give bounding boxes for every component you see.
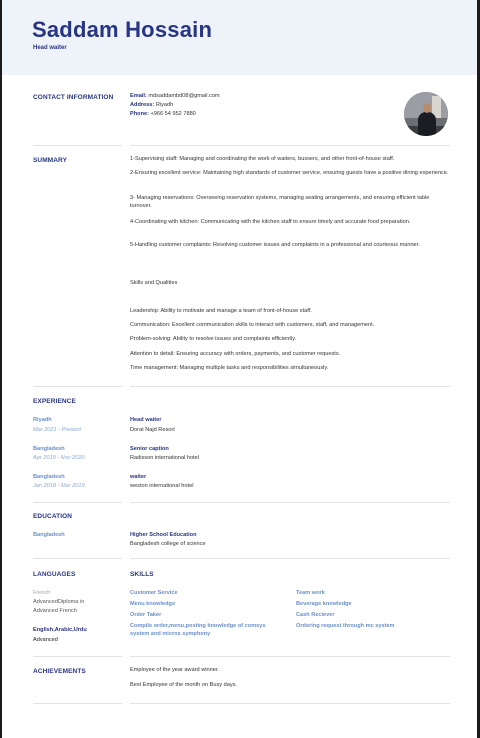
candidate-name: Saddam Hossain bbox=[32, 17, 213, 42]
skill-item: Beverage knowledge bbox=[296, 601, 352, 607]
education-section-title: EDUCATION bbox=[33, 513, 73, 520]
email-label: Email: bbox=[130, 93, 147, 99]
experience-employer: Radisson international hotel bbox=[130, 455, 200, 461]
skill-item: Order Taker bbox=[130, 612, 162, 618]
profile-photo bbox=[404, 92, 448, 136]
divider bbox=[130, 145, 450, 146]
skill-item: Ordering request through mc system bbox=[296, 623, 395, 629]
summary-paragraph: 1-Supervising staff: Managing and coordinating the work of waiters, bussers, and other front-of-house staff. bbox=[130, 156, 395, 162]
experience-date: Apr 2019 - Nov 2020 bbox=[33, 455, 85, 461]
summary-paragraph: Problem-solving: Ability to resolve issues and complaints efficiently. bbox=[130, 336, 297, 342]
email-value[interactable]: mdsaddambd08@gmail.com bbox=[148, 93, 220, 99]
contact-details bbox=[130, 92, 220, 119]
resume-page bbox=[2, 0, 477, 738]
education-school: Bangladesh college of science bbox=[130, 541, 206, 547]
experience-job-title: Senior caption bbox=[130, 446, 169, 452]
divider bbox=[33, 558, 122, 559]
divider bbox=[130, 386, 450, 387]
experience-job-title: Head waiter bbox=[130, 417, 162, 423]
divider bbox=[130, 558, 450, 559]
skill-item: Menu knowledge bbox=[130, 601, 176, 607]
experience-date: Jan 2018 - Mar 2019 bbox=[33, 483, 85, 489]
language-name: French bbox=[33, 590, 51, 596]
divider bbox=[130, 502, 450, 503]
experience-job-title: waiter bbox=[130, 474, 147, 480]
skill-item: Customer Service bbox=[130, 590, 178, 596]
summary-paragraph: 2-Ensuring excellent service: Maintaining high standards of customer service, ensuring guests have a positive dining experience. bbox=[130, 170, 449, 176]
language-level: AdvancedDiploma in Advanced French bbox=[33, 599, 85, 614]
divider bbox=[33, 386, 122, 387]
achievement-item: Best Employee of the month on Busy days. bbox=[130, 682, 237, 688]
phone-label: Phone: bbox=[130, 111, 149, 117]
experience-employer: weston international hotel bbox=[130, 483, 194, 489]
languages-section-title: LANGUAGES bbox=[33, 571, 76, 578]
address-value: Riyadh bbox=[155, 102, 174, 108]
divider bbox=[33, 145, 122, 146]
divider bbox=[33, 703, 122, 704]
summary-paragraph: Communication: Excellent communication skills to interact with customers, staff, and management. bbox=[130, 322, 375, 328]
experience-location: Bangladesh bbox=[33, 446, 65, 452]
skill-item: Cash Reciever bbox=[296, 612, 335, 618]
contact-section-title: CONTACT INFORMATION bbox=[33, 94, 114, 101]
experience-location: Bangladesh bbox=[33, 474, 65, 480]
skills-section-title: SKILLS bbox=[130, 571, 154, 578]
summary-paragraph: 5-Handling customer complaints: Resolving customer issues and complaints in a professional and courteous manner. bbox=[130, 242, 420, 248]
language-level: Advanced bbox=[33, 637, 58, 643]
phone-value[interactable]: +966 54 952 7880 bbox=[150, 111, 196, 117]
divider bbox=[33, 502, 122, 503]
achievements-section-title: ACHIEVEMENTS bbox=[33, 668, 86, 675]
education-degree: Higher School Education bbox=[130, 532, 197, 538]
experience-date: Mar 2021 - Present bbox=[33, 427, 81, 433]
divider bbox=[130, 656, 450, 657]
experience-location: Riyadh bbox=[33, 417, 52, 423]
achievement-item: Employee of the year award winner. bbox=[130, 667, 219, 673]
experience-section-title: EXPERIENCE bbox=[33, 398, 76, 405]
summary-paragraph: Skills and Qualities bbox=[130, 280, 178, 286]
education-location: Bangladesh bbox=[33, 532, 65, 538]
summary-section-title: SUMMARY bbox=[33, 157, 68, 164]
divider bbox=[130, 703, 450, 704]
resume-header bbox=[2, 0, 477, 75]
summary-paragraph: Leadership: Ability to motivate and manage a team of front-of-house staff. bbox=[130, 308, 312, 314]
candidate-role: Head waiter bbox=[33, 45, 67, 51]
address-label: Address: bbox=[130, 102, 155, 108]
summary-paragraph: 4-Coordinating with kitchen: Communicating with the kitchen staff to ensure timely and accurate food preparation. bbox=[130, 219, 411, 225]
summary-paragraph: Attention to detail: Ensuring accuracy with orders, payments, and customer requests. bbox=[130, 351, 341, 357]
skill-item: Compile order,menu,posting knowledge of comsys system and micros symphony bbox=[130, 623, 266, 637]
language-name: English,Arabic,Urdu bbox=[33, 627, 87, 633]
skill-item: Team work bbox=[296, 590, 325, 596]
summary-paragraph: Time management: Managing multiple tasks and responsibilities simultaneously. bbox=[130, 365, 329, 371]
divider bbox=[33, 656, 122, 657]
experience-employer: Dorat Najd Resort bbox=[130, 427, 175, 433]
summary-paragraph: 3- Managing reservations: Overseeing reservation systems, managing seating arrangements, and ensuring efficient table turnover. bbox=[130, 195, 430, 209]
